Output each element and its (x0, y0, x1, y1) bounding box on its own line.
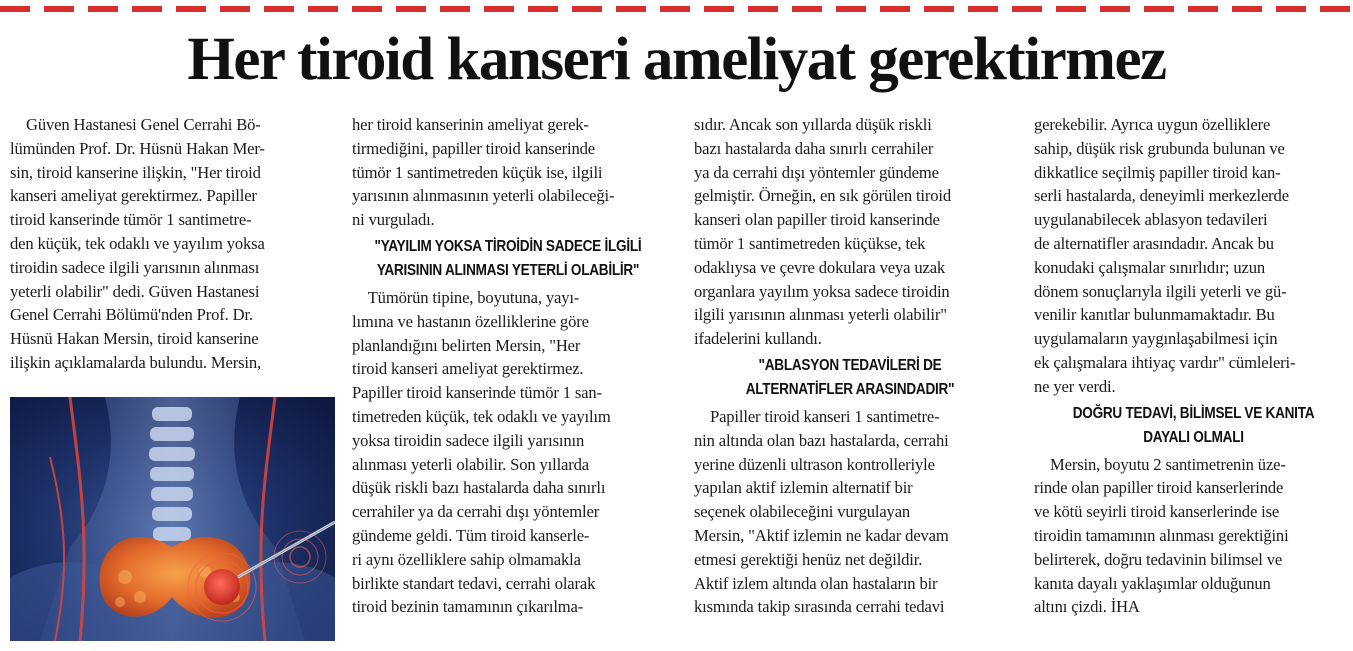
column-3-subheading: "ABLASYON TEDAVİLERİ DE ALTERNATİFLER ARASINDADIR" (745, 356, 955, 398)
column-2 (352, 113, 664, 619)
column-4 (1034, 113, 1353, 619)
thyroid-illustration (10, 397, 335, 641)
column-3-paragraph-1: sıdır. Ancak son yıllarda düşük riskli bazı hastalarda daha sınırlı cerrahiler ya da cerrahi dışı yöntemler gündeme gelmiştir. Örneğin, en sık görülen tiroid kanseri olan papiller tiroid kanserinde tümör 1 santimetreden küçükse, tek odaklıysa ve çevre dokulara veya uzak organlara yayılım yoksa sadece tiroidin ilgili yarısının alınması yeterli olabilir" ifadelerini kullandı. (694, 115, 952, 349)
column-4-subheading: DOĞRU TEDAVİ, BİLİMSEL VE KANITA DAYALI OLMALI (1072, 404, 1315, 446)
column-2-paragraph-2: Tümörün tipine, boyutuna, yayı- lımına ve hastanın özelliklerine göre planlandığını belirten Mersin, "Her tiroid kanseri ameliyat gerektirmez. Papiller tiroid kanserinde tümör 1 san- timetreden küçük, tek odaklı ve yayılım yoksa tiroidin sadece ilgili yarısının alınması yeterli olabilir. Son yıllarda düşük riskli bazı hastalarda daha sınırlı cerrahiler ya da cerrahi dışı yöntemler gündeme geldi. Tüm tiroid kanserle- ri aynı özelliklere sahip olmamakla birlikte standart tedavi, cerrahi olarak tiroid bezinin tamamının çıkarılma- (352, 287, 611, 617)
column-2-paragraph-1: her tiroid kanserinin ameliyat gerek- tirmediğini, papiller tiroid kanserinde tümör 1 santimetreden küçük ise, ilgili yarısının alınmasının yeterli olabileceği- ni vurguladı. (352, 115, 615, 230)
top-dashed-rule (0, 6, 1353, 12)
column-3-paragraph-2: Papiller tiroid kanseri 1 santimetre- nin altında olan bazı hastalarda, cerrahi yerine düzenli ultrason kontrolleriyle yapılan aktif izlemin alternatif bir seçenek olabileceğini vurgulayan Mersin, "Aktif izlemin ne kadar devam etmesi gerektiği henüz net değildir. Aktif izlem altında olan hastaların bir kısmında takip sırasında cerrahi tedavi (694, 406, 949, 617)
article-headline: Her tiroid kanseri ameliyat gerektirmez (187, 26, 1166, 93)
column-4-paragraph-1: gerekebilir. Ayrıca uygun özelliklere sahip, düşük risk grubunda bulunan ve dikkatlice seçilmiş papiller tiroid kan- serli hastalarda, deneyimli merkezlerde uygulanabilecek ablasyon tedavileri de alternatifler arasındadır. Ancak bu konudaki çalışmalar sınırlıdır; uzun dönem sonuçlarıyla ilgili yeterli ve gü- venilir kanıtlar bulunmamaktadır. Bu uygulamaların yaygınlaşabilmesi için ek çalışmalara ihtiyaç vardır" cümleleri- ne yer verdi. (1034, 115, 1296, 396)
column-2-subheading: "YAYILIM YOKSA TİROİDİN SADECE İLGİLİ YARISININ ALINMASI YETERLİ OLABİLİR" (374, 237, 642, 279)
column-3 (694, 113, 1006, 619)
column-4-paragraph-2: Mersin, boyutu 2 santimetrenin üze- rinde olan papiller tiroid kanserlerinde ve kötü seyirli tiroid kanserlerinde ise tiroidin tamamının alınması gerektiğini belirterek, doğru tedavinin bilimsel ve kanıta dayalı yaklaşımlar olduğunun altını çizdi. İHA (1034, 454, 1289, 617)
column-1-paragraph-1: Güven Hastanesi Genel Cerrahi Bö- lümünden Prof. Dr. Hüsnü Hakan Mer- sin, tiroid kanserine ilişkin, "Her tiroid kanseri ameliyat gerektirmez. Papiller tiroid kanserinde tümör 1 santimetre- den küçük, tek odaklı ve yayılım yoksa tiroidin sadece ilgili yarısının alınması yeterli olabilir" dedi. Güven Hastanesi Genel Cerrahi Bölümü'nden Prof. Dr. Hüsnü Hakan Mersin, tiroid kanserine ilişkin açıklamalarda bulundu. Mersin, (10, 115, 265, 372)
column-1 (10, 113, 322, 375)
